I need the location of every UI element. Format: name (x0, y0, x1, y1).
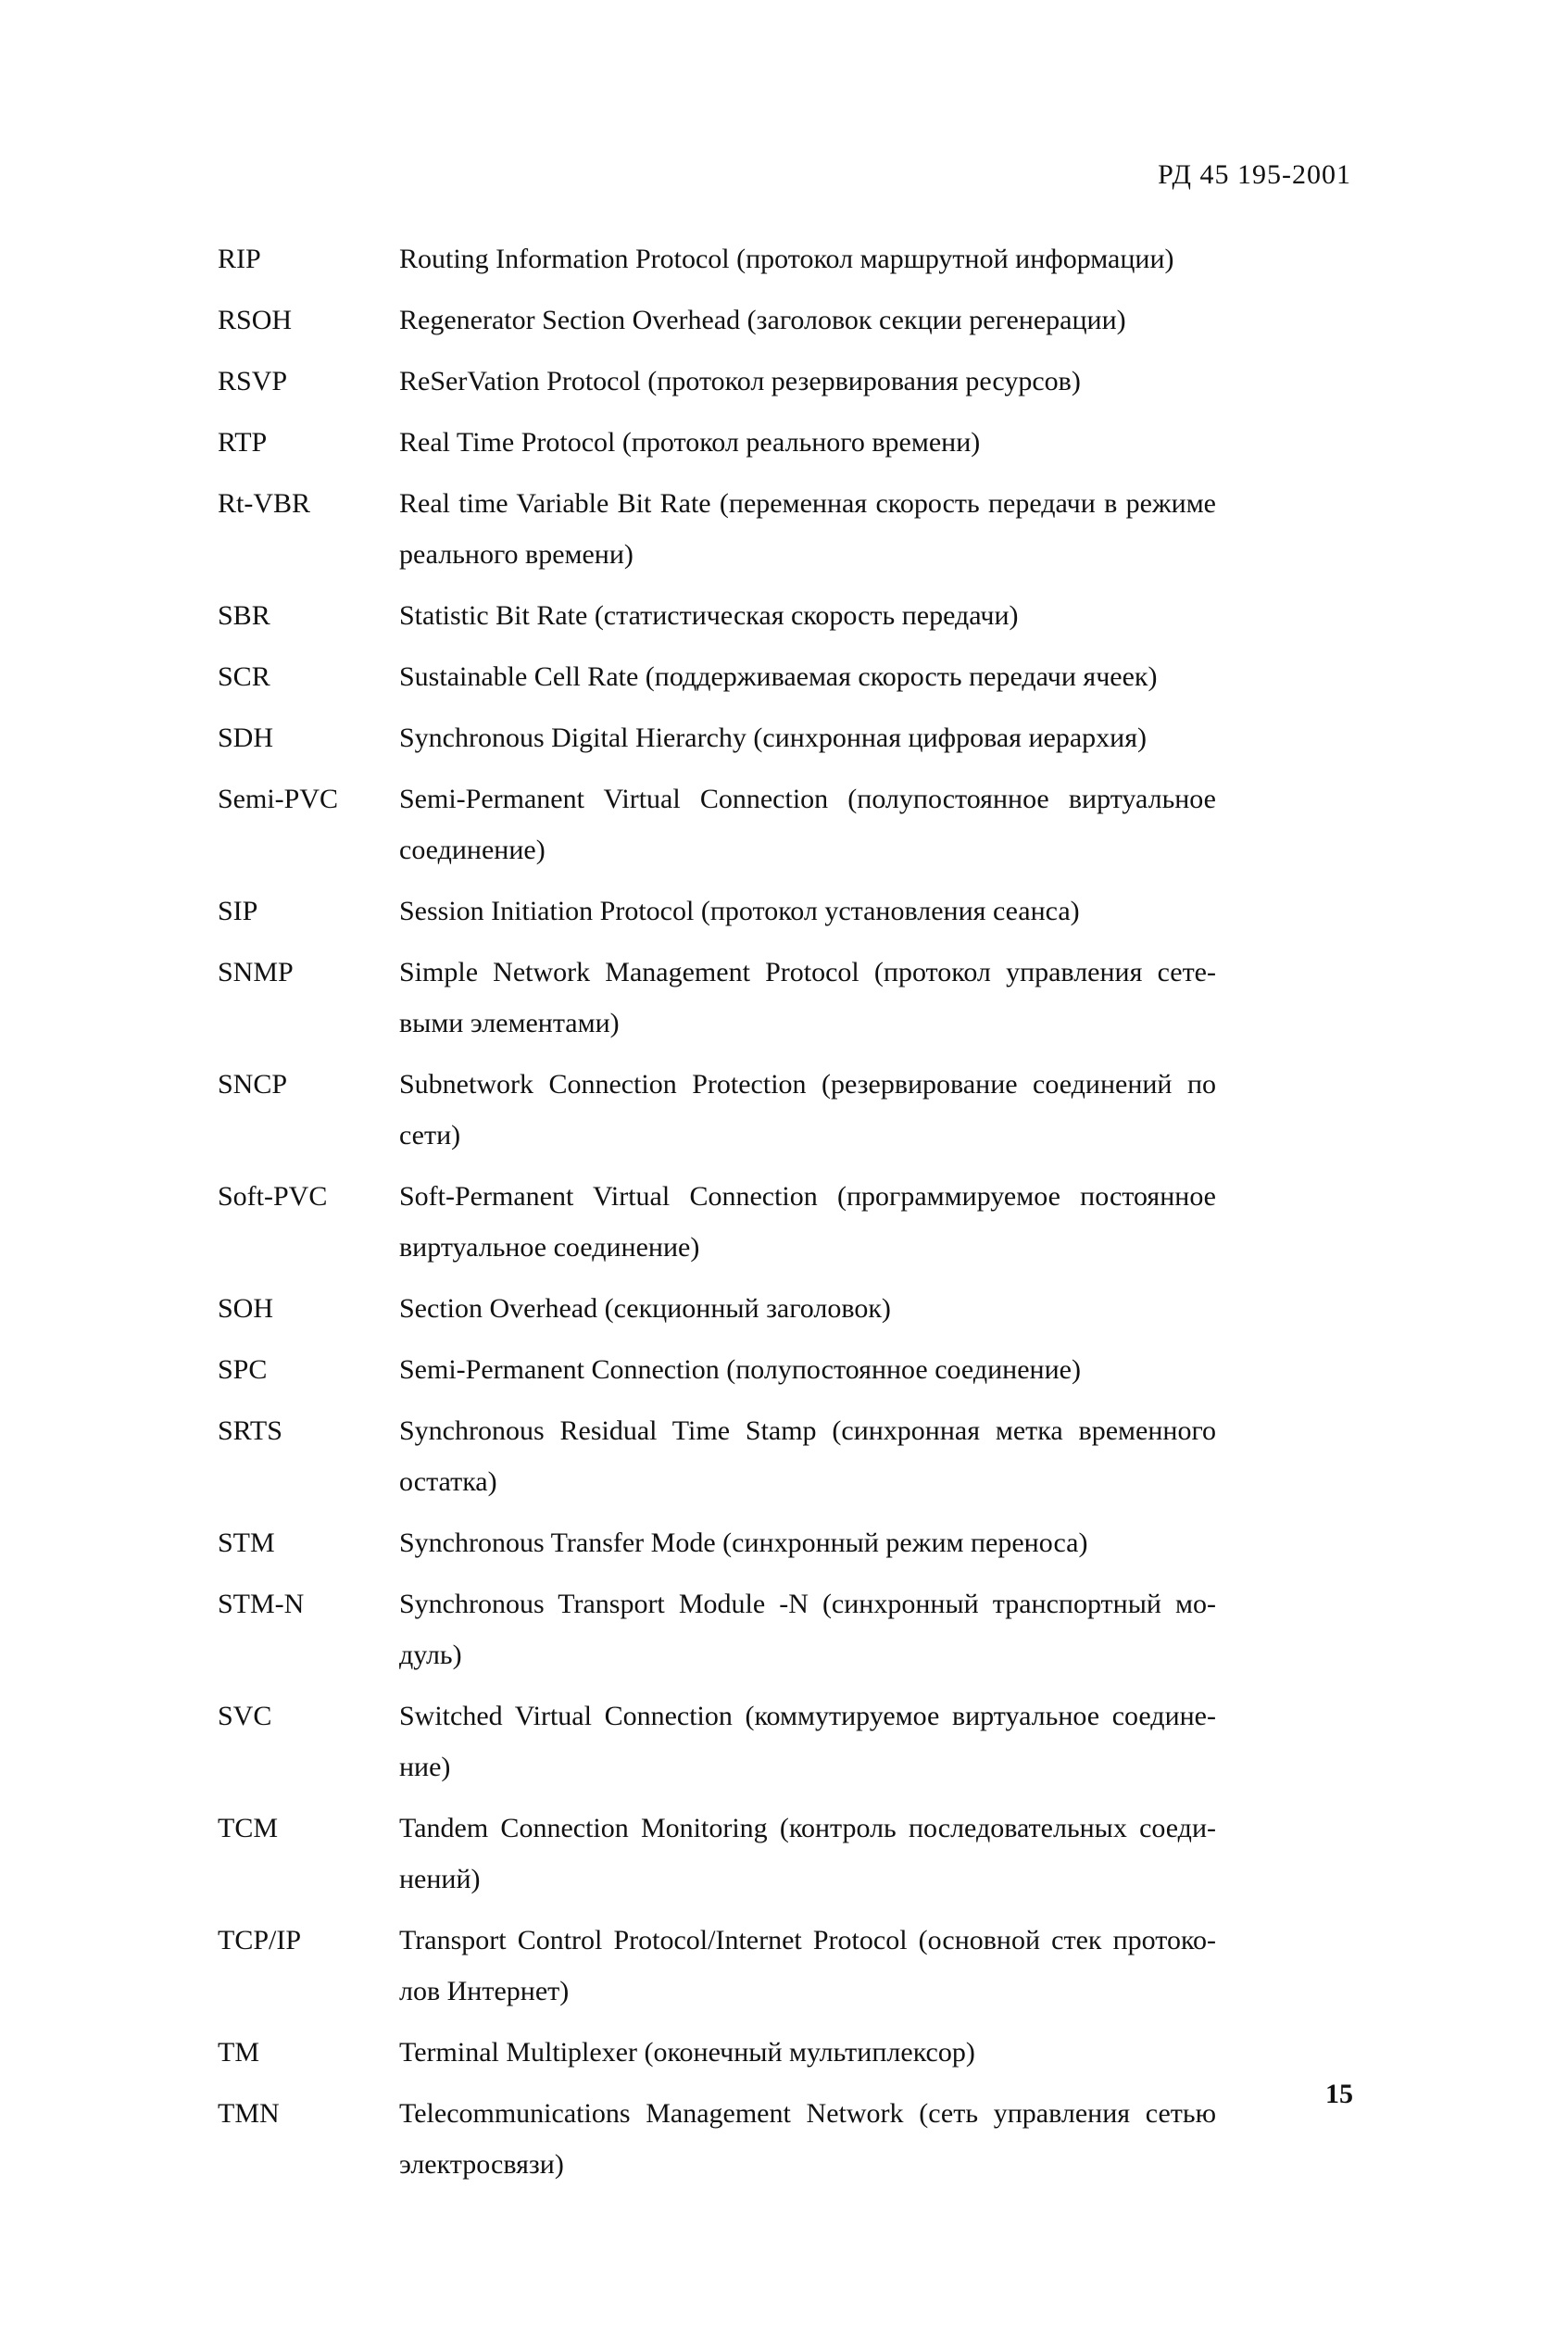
abbreviation-definition: Real Time Protocol (протокол реального времени) (399, 427, 981, 458)
abbreviation-term: RSVP (218, 366, 288, 396)
abbreviation-term: SRTS (218, 1415, 282, 1446)
abbreviation-term: RSOH (218, 305, 293, 335)
list-item (218, 712, 1236, 763)
abbreviation-term: RTP (218, 427, 268, 458)
list-item (218, 417, 1236, 468)
abbreviation-term: SNMP (218, 957, 294, 987)
abbreviation-term: SIP (218, 896, 258, 926)
abbreviation-term: SVC (218, 1701, 272, 1731)
list-item (218, 2088, 1236, 2190)
abbreviation-definition: Tandem Connection Monitoring (контроль последовательных соединений) (399, 1813, 1216, 1894)
list-item (218, 1405, 1236, 1507)
abbreviation-definition: Synchronous Residual Time Stamp (синхронная метка временного остатка) (399, 1415, 1216, 1497)
abbreviation-definition: Regenerator Section Overhead (заголовок секции регенерации) (399, 305, 1126, 335)
abbreviation-definition: Soft-Permanent Virtual Connection (программируемое постоянное виртуальное соединение) (399, 1181, 1216, 1263)
abbreviation-definition: Semi-Permanent Virtual Connection (полупостоянное виртуальное соединение) (399, 784, 1216, 865)
list-item (218, 1691, 1236, 1792)
abbreviation-definition: Terminal Multiplexer (оконечный мультиплексор) (399, 2037, 975, 2068)
list-item (218, 233, 1236, 284)
abbreviation-definition: Semi-Permanent Connection (полупостоянное соединение) (399, 1354, 1081, 1385)
abbreviation-term: SBR (218, 600, 270, 631)
list-item (218, 1283, 1236, 1334)
abbreviation-term: Soft-PVC (218, 1181, 328, 1212)
abbreviation-definition: Synchronous Digital Hierarchy (синхронная цифровая иерархия) (399, 723, 1148, 753)
list-item (218, 773, 1236, 875)
list-item (218, 1171, 1236, 1273)
abbreviation-definition: Synchronous Transfer Mode (синхронный режим переноса) (399, 1528, 1088, 1558)
abbreviation-term: STM-N (218, 1589, 305, 1619)
list-item (218, 1344, 1236, 1395)
abbreviation-list (218, 233, 1236, 2200)
list-item (218, 947, 1236, 1049)
abbreviation-definition: Statistic Bit Rate (статистическая скорость передачи) (399, 600, 1019, 631)
list-item (218, 886, 1236, 937)
abbreviation-term: TCM (218, 1813, 279, 1843)
abbreviation-term: SDH (218, 723, 274, 753)
abbreviation-term: Rt-VBR (218, 488, 311, 519)
list-item (218, 1915, 1236, 2017)
abbreviation-term: STM (218, 1528, 275, 1558)
abbreviation-term: TM (218, 2037, 259, 2068)
list-item (218, 1578, 1236, 1680)
list-item (218, 1059, 1236, 1161)
list-item (218, 651, 1236, 702)
list-item (218, 478, 1236, 580)
abbreviation-definition: Subnetwork Connection Protection (резервирование соединений по сети) (399, 1069, 1216, 1150)
page-number: 15 (1325, 2079, 1353, 2109)
list-item (218, 1803, 1236, 1905)
abbreviation-term: Semi-PVC (218, 784, 339, 814)
abbreviation-definition: Real time Variable Bit Rate (переменная скорость передачи в режиме реального времени) (399, 488, 1216, 570)
abbreviation-definition: Section Overhead (секционный заголовок) (399, 1293, 891, 1324)
abbreviation-term: SCR (218, 661, 270, 692)
abbreviation-definition: Telecommunications Management Network (сеть управления сетью электросвязи) (399, 2098, 1216, 2180)
abbreviation-term: TCP/IP (218, 1925, 302, 1955)
list-item (218, 295, 1236, 346)
abbreviation-definition: Transport Control Protocol/Internet Protocol (основной стек протоколов Интернет) (399, 1925, 1216, 2006)
abbreviation-definition: Synchronous Transport Module -N (синхронный транспортный модуль) (399, 1589, 1216, 1670)
abbreviation-term: TMN (218, 2098, 280, 2129)
abbreviation-definition: Simple Network Management Protocol (протокол управления сетевыми элементами) (399, 957, 1216, 1038)
abbreviation-definition: Session Initiation Protocol (протокол установления сеанса) (399, 896, 1080, 926)
document-code: РД 45 195-2001 (1158, 159, 1351, 190)
abbreviation-definition: Sustainable Cell Rate (поддерживаемая скорость передачи ячеек) (399, 661, 1158, 692)
list-item (218, 590, 1236, 641)
abbreviation-term: SPC (218, 1354, 268, 1385)
abbreviation-definition: Switched Virtual Connection (коммутируемое виртуальное соединение) (399, 1701, 1216, 1782)
abbreviation-term: SOH (218, 1293, 274, 1324)
abbreviation-term: SNCP (218, 1069, 288, 1100)
list-item (218, 356, 1236, 407)
abbreviation-definition: ReSerVation Protocol (протокол резервирования ресурсов) (399, 366, 1081, 396)
list-item (218, 1517, 1236, 1568)
abbreviation-definition: Routing Information Protocol (протокол маршрутной информации) (399, 244, 1174, 274)
abbreviation-term: RIP (218, 244, 261, 274)
list-item (218, 2027, 1236, 2078)
